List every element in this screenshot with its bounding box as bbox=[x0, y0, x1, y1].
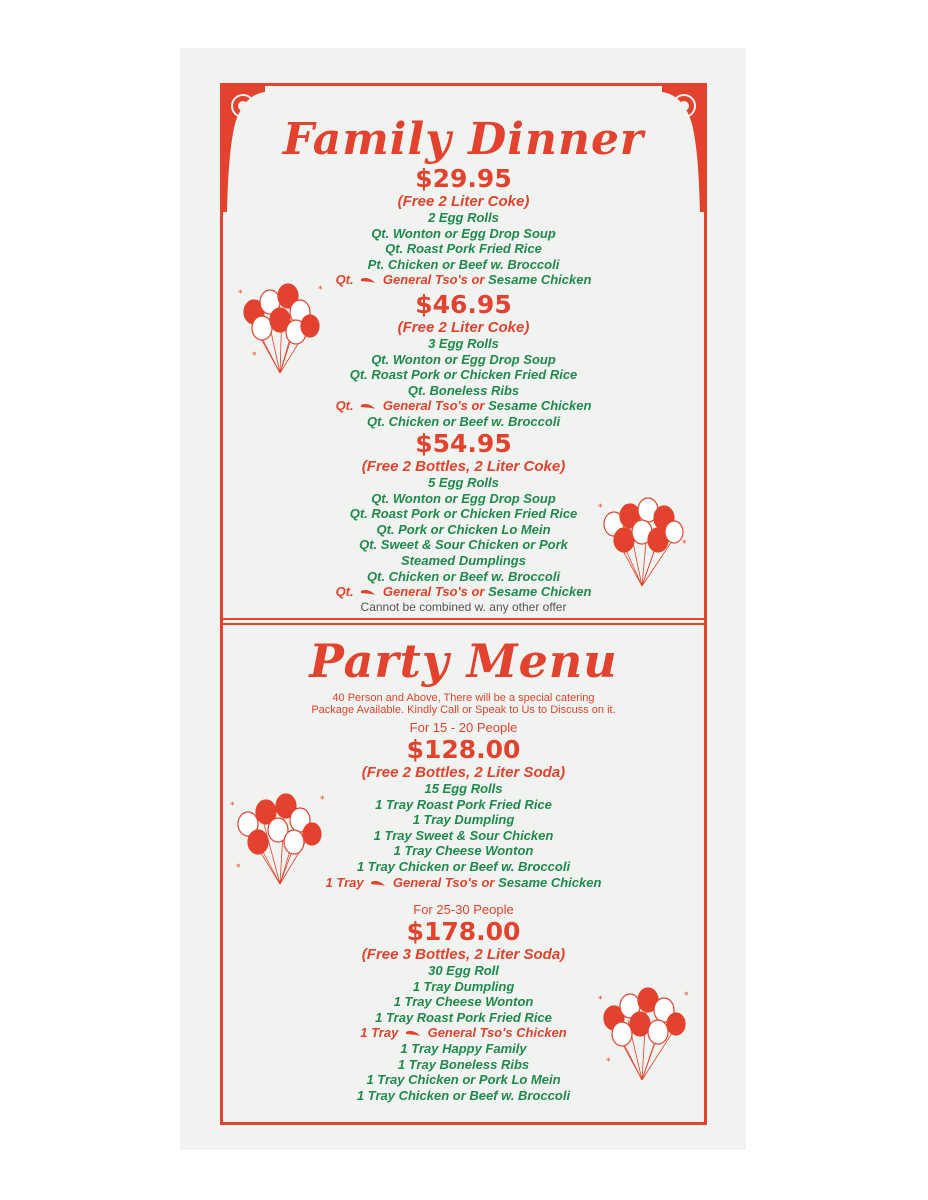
svg-text:*: * bbox=[606, 1057, 611, 1067]
menu-item: 1 Tray Chicken or Beef w. Broccoli bbox=[356, 1087, 571, 1103]
spicy-green-text: Sesame Chicken bbox=[488, 584, 592, 600]
spicy-green-text: Sesame Chicken bbox=[498, 874, 602, 890]
spicy-red-text: General Tso's or bbox=[382, 398, 485, 414]
chili-pepper-icon bbox=[360, 589, 376, 596]
spicy-prefix: Qt. bbox=[335, 272, 354, 288]
menu-item: 1 Tray Roast Pork Fried Rice bbox=[375, 1009, 552, 1025]
menu-item: 30 Egg Roll bbox=[428, 963, 499, 978]
spicy-prefix: Qt. bbox=[335, 584, 354, 600]
package-price: $46.95 bbox=[415, 290, 512, 319]
spicy-red-text: General Tso's or bbox=[392, 874, 495, 890]
svg-text:*: * bbox=[598, 503, 603, 513]
menu-item: Qt. Pork or Chicken Lo Mein bbox=[376, 521, 551, 537]
menu-item: 1 Tray Chicken or Pork Lo Mein bbox=[366, 1072, 561, 1088]
spicy-item bbox=[220, 398, 707, 414]
party-size: For 25-30 People bbox=[413, 902, 514, 917]
spicy-red-text: General Tso's Chicken bbox=[427, 1025, 567, 1041]
package-free-drink: (Free 2 Bottles, 2 Liter Coke) bbox=[361, 458, 566, 475]
menu-item: Qt. Roast Pork Fried Rice bbox=[385, 241, 542, 257]
spicy-prefix: Qt. bbox=[335, 398, 354, 414]
menu-item: 1 Tray Cheese Wonton bbox=[393, 994, 534, 1010]
menu-item: 15 Egg Rolls bbox=[424, 781, 503, 796]
svg-text:*: * bbox=[320, 795, 325, 805]
svg-text:*: * bbox=[230, 801, 235, 811]
svg-text:*: * bbox=[238, 289, 243, 299]
menu-item: Steamed Dumplings bbox=[401, 552, 526, 568]
svg-text:*: * bbox=[236, 863, 241, 873]
menu-item: 1 Tray Boneless Ribs bbox=[397, 1056, 530, 1072]
spicy-green-text: Sesame Chicken bbox=[488, 398, 592, 414]
svg-text:*: * bbox=[318, 285, 323, 295]
party-note-line: Package Available. Kindly Call or Speak to Us to Discuss on it. bbox=[311, 704, 616, 716]
section-divider bbox=[223, 618, 704, 625]
offer-note: Cannot be combined w. any other offer bbox=[360, 599, 567, 614]
menu-item: 1 Tray Happy Family bbox=[400, 1040, 527, 1056]
balloon-bunch-icon bbox=[232, 278, 328, 378]
package-price: $29.95 bbox=[415, 164, 512, 193]
svg-text:*: * bbox=[682, 539, 687, 549]
chili-pepper-icon bbox=[360, 403, 376, 410]
menu-item: 1 Tray Cheese Wonton bbox=[393, 843, 534, 859]
balloon-bunch-icon bbox=[228, 788, 328, 888]
menu-item: 1 Tray Dumpling bbox=[412, 812, 515, 828]
svg-text:*: * bbox=[252, 351, 257, 361]
party-note bbox=[220, 692, 707, 716]
chili-pepper-icon bbox=[360, 277, 376, 284]
menu-item: Qt. Roast Pork or Chicken Fried Rice bbox=[349, 367, 578, 383]
balloon-bunch-icon bbox=[594, 984, 694, 1084]
menu-item: 1 Tray Sweet & Sour Chicken bbox=[373, 827, 554, 843]
menu-item: 1 Tray Roast Pork Fried Rice bbox=[375, 796, 552, 812]
package-free-drink: (Free 2 Bottles, 2 Liter Soda) bbox=[361, 764, 566, 781]
menu-item: Pt. Chicken or Beef w. Broccoli bbox=[367, 256, 560, 272]
menu-item: Qt. Wonton or Egg Drop Soup bbox=[371, 490, 556, 506]
package-free-drink: (Free 2 Liter Coke) bbox=[397, 193, 530, 210]
menu-item: 1 Tray Chicken or Beef w. Broccoli bbox=[356, 858, 571, 874]
menu-item: Qt. Sweet & Sour Chicken or Pork bbox=[359, 537, 568, 553]
menu-item: 5 Egg Rolls bbox=[428, 475, 499, 490]
family-dinner-title: Family Dinner bbox=[282, 114, 645, 165]
party-menu-title: Party Menu bbox=[309, 634, 618, 688]
family-package-1 bbox=[220, 165, 707, 288]
menu-item: Qt. Chicken or Beef w. Broccoli bbox=[366, 413, 561, 429]
menu-item: Qt. Chicken or Beef w. Broccoli bbox=[366, 568, 561, 584]
party-note-line: 40 Person and Above, There will be a special catering bbox=[332, 692, 595, 704]
menu-item: Qt. Roast Pork or Chicken Fried Rice bbox=[349, 506, 578, 522]
menu-item: 1 Tray Dumpling bbox=[412, 978, 515, 994]
party-size: For 15 - 20 People bbox=[409, 720, 518, 735]
menu-item: Qt. Wonton or Egg Drop Soup bbox=[371, 351, 556, 367]
package-price: $128.00 bbox=[406, 735, 521, 764]
spicy-red-text: General Tso's or bbox=[382, 272, 485, 288]
svg-text:*: * bbox=[598, 995, 603, 1005]
spicy-red-text: General Tso's or bbox=[382, 584, 485, 600]
spicy-green-text: Sesame Chicken bbox=[488, 272, 592, 288]
package-price: $178.00 bbox=[406, 917, 521, 946]
menu-item: 2 Egg Rolls bbox=[428, 210, 499, 225]
package-price: $54.95 bbox=[415, 429, 512, 458]
spicy-prefix: 1 Tray bbox=[360, 1025, 399, 1041]
spicy-prefix: 1 Tray bbox=[325, 874, 364, 890]
menu-item: Qt. Wonton or Egg Drop Soup bbox=[371, 225, 556, 241]
package-free-drink: (Free 2 Liter Coke) bbox=[397, 319, 530, 336]
menu-item: 3 Egg Rolls bbox=[428, 336, 499, 351]
package-free-drink: (Free 3 Bottles, 2 Liter Soda) bbox=[361, 946, 566, 963]
svg-text:*: * bbox=[684, 991, 689, 1001]
chili-pepper-icon bbox=[370, 880, 386, 887]
chili-pepper-icon bbox=[405, 1030, 421, 1037]
menu-item: Qt. Boneless Ribs bbox=[407, 382, 520, 398]
balloon-bunch-icon bbox=[596, 494, 692, 590]
